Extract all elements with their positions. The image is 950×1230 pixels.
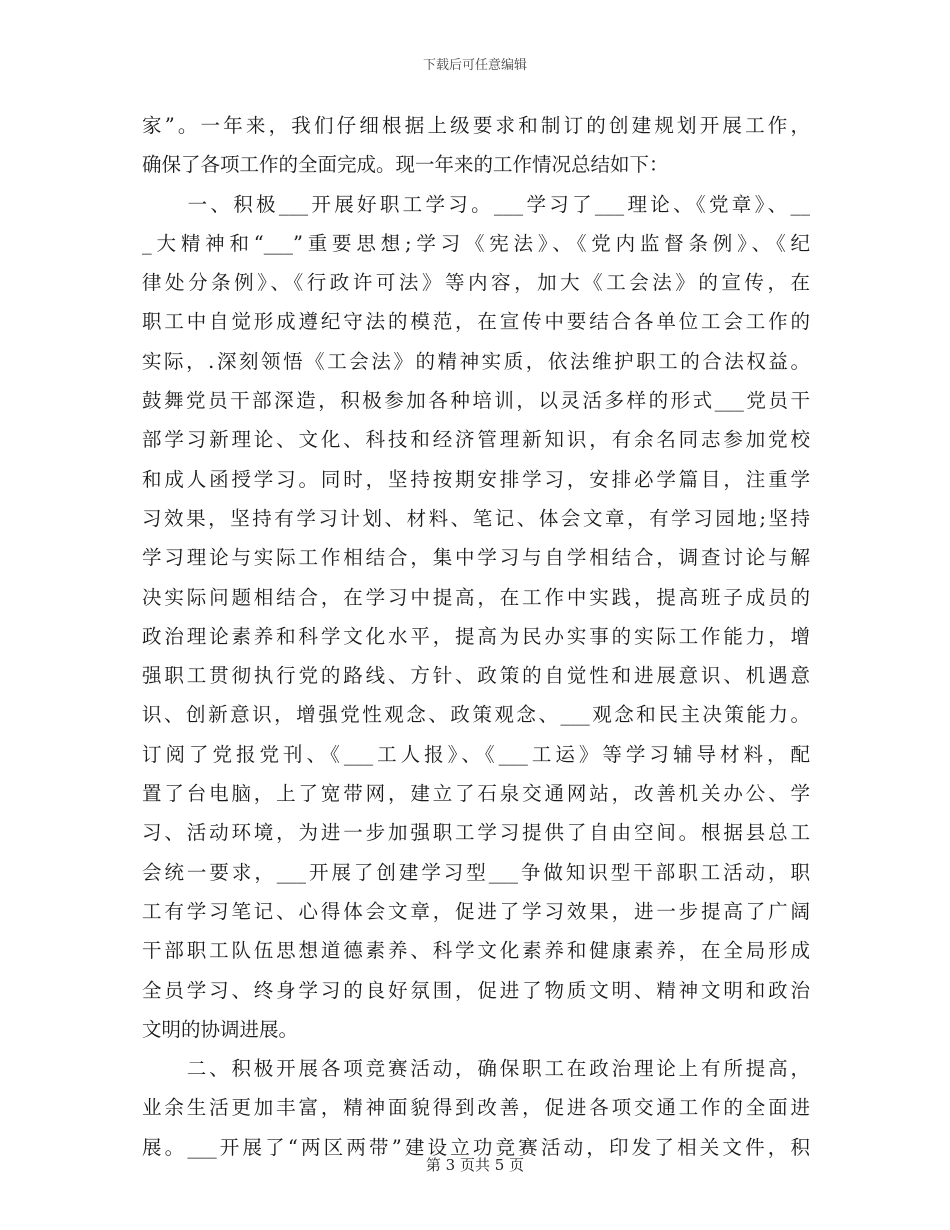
text-line: 习效果，坚持有学习计划、材料、笔记、体会文章，有学习园地;坚持 [142,506,810,530]
text-line: 学习理论与实际工作相结合，集中学习与自学相结合，调查讨论与解 [142,546,810,570]
text-line: 部学习新理论、文化、科技和经济管理新知识，有余名同志参加党校 [142,428,810,452]
text-line: 会统一要求，___开展了创建学习型___争做知识型干部职工活动，职 [142,860,810,884]
document-body [142,106,810,1167]
text-line: 鼓舞党员干部深造，积极参加各种培训，以灵活多样的形式___党员干 [142,389,810,413]
text-line: 文明的协调进展。 [142,1017,299,1041]
text-line: 置了台电脑，上了宽带网，建立了石泉交通网站，改善机关办公、学 [142,782,810,806]
page-number: 第 3 页共 5 页 [425,1156,525,1174]
text-line: 和成人函授学习。同时，坚持按期安排学习，安排必学篇目，注重学 [142,467,810,491]
text-line: 强职工贯彻执行党的路线、方针、政策的自觉性和进展意识、机遇意 [142,664,810,688]
text-line: 二、积极开展各项竞赛活动，确保职工在政治理论上有所提高， [142,1057,810,1081]
text-line: 律处分条例》、《行政许可法》等内容，加大《工会法》的宣传，在 [142,271,810,295]
text-line: _大精神和“___”重要思想;学习《宪法》、《党内监督条例》、《纪 [142,231,810,255]
text-line: 识、创新意识，增强党性观念、政策观念、___观念和民主决策能力。 [142,703,810,727]
text-line: 实际，.深刻领悟《工会法》的精神实质，依法维护职工的合法权益。 [142,349,810,373]
text-line: 职工中自觉形成遵纪守法的模范，在宣传中要结合各单位工会工作的 [142,310,810,334]
text-line: 家”。一年来，我们仔细根据上级要求和制订的创建规划开展工作， [142,114,810,137]
text-line: 决实际问题相结合，在学习中提高，在工作中实践，提高班子成员的 [142,585,810,609]
text-line: 业余生活更加丰富，精神面貌得到改善，促进各项交通工作的全面进 [142,1096,810,1120]
page-header: 下载后可任意编辑 [422,58,527,73]
text-line: 一、积极___开展好职工学习。___学习了___理论、《党章》、__ [142,192,810,216]
text-line: 工有学习笔记、心得体会文章，促进了学习效果，进一步提高了广阔 [142,899,810,923]
text-line: 全员学习、终身学习的良好氛围，促进了物质文明、精神文明和政治 [142,978,810,1002]
text-line: 干部职工队伍思想道德素养、科学文化素养和健康素养，在全局形成 [142,939,810,963]
text-line: 展。___开展了“两区两带”建设立功竞赛活动，印发了相关文件，积 [142,1135,810,1159]
text-line: 政治理论素养和科学文化水平，提高为民办实事的实际工作能力，增 [142,624,810,648]
text-line: 确保了各项工作的全面完成。现一年来的工作情况总结如下： [142,153,669,177]
text-line: 订阅了党报党刊、《___工人报》、《___工运》等学习辅导材料，配 [142,742,810,766]
text-line: 习、活动环境，为进一步加强职工学习提供了自由空间。根据县总工 [142,821,810,845]
